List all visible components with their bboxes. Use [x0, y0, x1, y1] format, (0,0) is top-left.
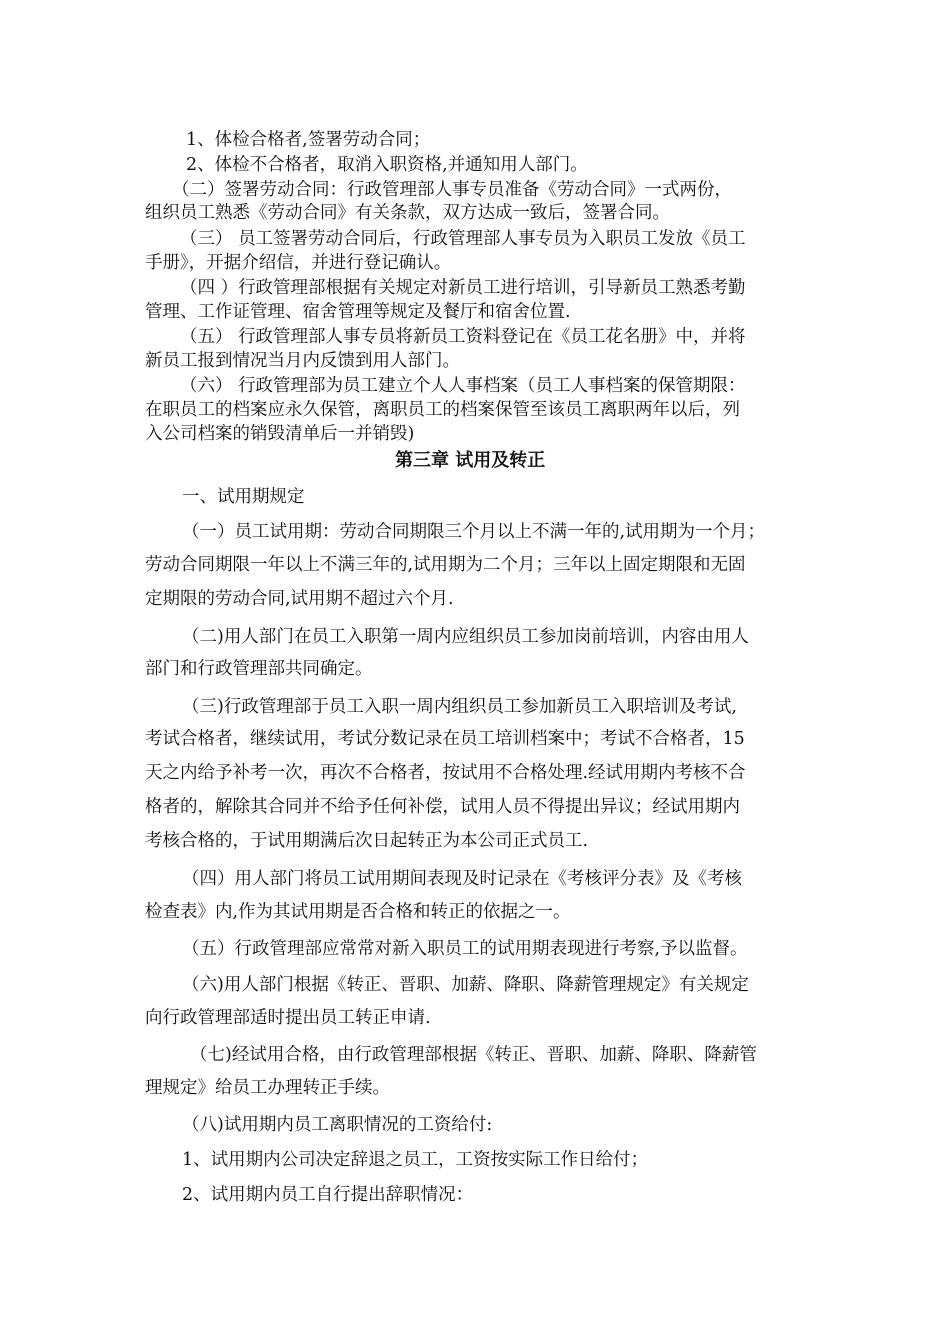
text-line: 向行政管理部适时提出员工转正申请. [145, 1008, 431, 1028]
text-line: 理规定》给员工办理转正手续。 [145, 1078, 390, 1098]
text-line: 1、体检合格者,签署劳动合同； [186, 130, 431, 150]
text-line: （八)试用期内员工离职情况的工资给付: [182, 1115, 493, 1135]
text-line: 2、体检不合格者，取消入职资格,并通知用人部门。 [186, 155, 588, 175]
text-line: 在职员工的档案应永久保管，离职员工的档案保管至该员工离职两年以后，列 [145, 400, 740, 420]
text-line: （七)经试用合格，由行政管理部根据《转正、晋职、加薪、降职、降薪管 [190, 1045, 757, 1065]
text-line: （二)用人部门在员工入职第一周内应组织员工参加岗前培训，内容由用人 [182, 627, 749, 647]
text-line: （三） 员工签署劳动合同后，行政管理部人事专员为入职员工发放《员工 [180, 229, 746, 249]
text-line: 检查表》内,作为其试用期是否合格和转正的依据之一。 [145, 902, 571, 922]
text-line: 定期限的劳动合同,试用期不超过六个月. [145, 589, 454, 609]
text-line: 考试合格者，继续试用，考试分数记录在员工培训档案中；考试不合格者，15 [145, 729, 745, 749]
text-line: 组织员工熟悉《劳动合同》有关条款，双方达成一致后，签署合同。 [145, 203, 670, 223]
text-line: （二）签署劳动合同：行政管理部人事专员准备《劳动合同》一式两份， [172, 180, 732, 200]
text-line: 入公司档案的销毁清单后一并销毁) [145, 424, 415, 444]
text-line: 劳动合同期限一年以上不满三年的,试用期为二个月；三年以上固定期限和无固 [145, 555, 746, 575]
section-heading: 一、试用期规定 [182, 487, 305, 507]
text-line: 1、试用期内公司决定辞退之员工，工资按实际工作日给付； [182, 1150, 649, 1170]
text-line: 天之内给予补考一次，再次不合格者，按试用不合格处理.经试用期内考核不合 [145, 763, 746, 783]
text-line: （四）用人部门将员工试用期间表现及时记录在《考核评分表》及《考核 [182, 869, 742, 889]
text-line: （六)用人部门根据《转正、晋职、加薪、降职、降薪管理规定》有关规定 [182, 975, 749, 995]
text-line: （一）员工试用期：劳动合同期限三个月以上不满一年的,试用期为一个月； [182, 522, 766, 542]
text-line: 格者的，解除其合同并不给予任何补偿，试用人员不得提出异议；经试用期内 [145, 797, 740, 817]
text-line: 2、试用期内员工自行提出辞职情况： [182, 1185, 474, 1205]
text-line: （五） 行政管理部人事专员将新员工资料登记在《员工花名册》中，并将 [180, 327, 746, 347]
text-line: 部门和行政管理部共同确定。 [145, 659, 373, 679]
text-line: 考核合格的，于试用期满后次日起转正为本公司正式员工. [145, 831, 589, 851]
text-line: （三)行政管理部于员工入职一周内组织员工参加新员工入职培训及考试, [182, 697, 737, 717]
text-line: 管理、工作证管理、宿舍管理等规定及餐厅和宿舍位置. [145, 302, 571, 322]
text-line: （五）行政管理部应常常对新入职员工的试用期表现进行考察,予以监督。 [182, 939, 748, 959]
text-line: （六） 行政管理部为员工建立个人人事档案（员工人事档案的保管期限： [180, 376, 746, 396]
text-line: （四 ）行政管理部根据有关规定对新员工进行培训，引导新员工熟悉考勤 [180, 278, 746, 298]
text-line: 新员工报到情况当月内反馈到用人部门。 [145, 351, 460, 371]
text-line: 手册》，开据介绍信，并进行登记确认。 [145, 253, 452, 273]
chapter-title: 第三章 试用及转正 [395, 450, 546, 471]
